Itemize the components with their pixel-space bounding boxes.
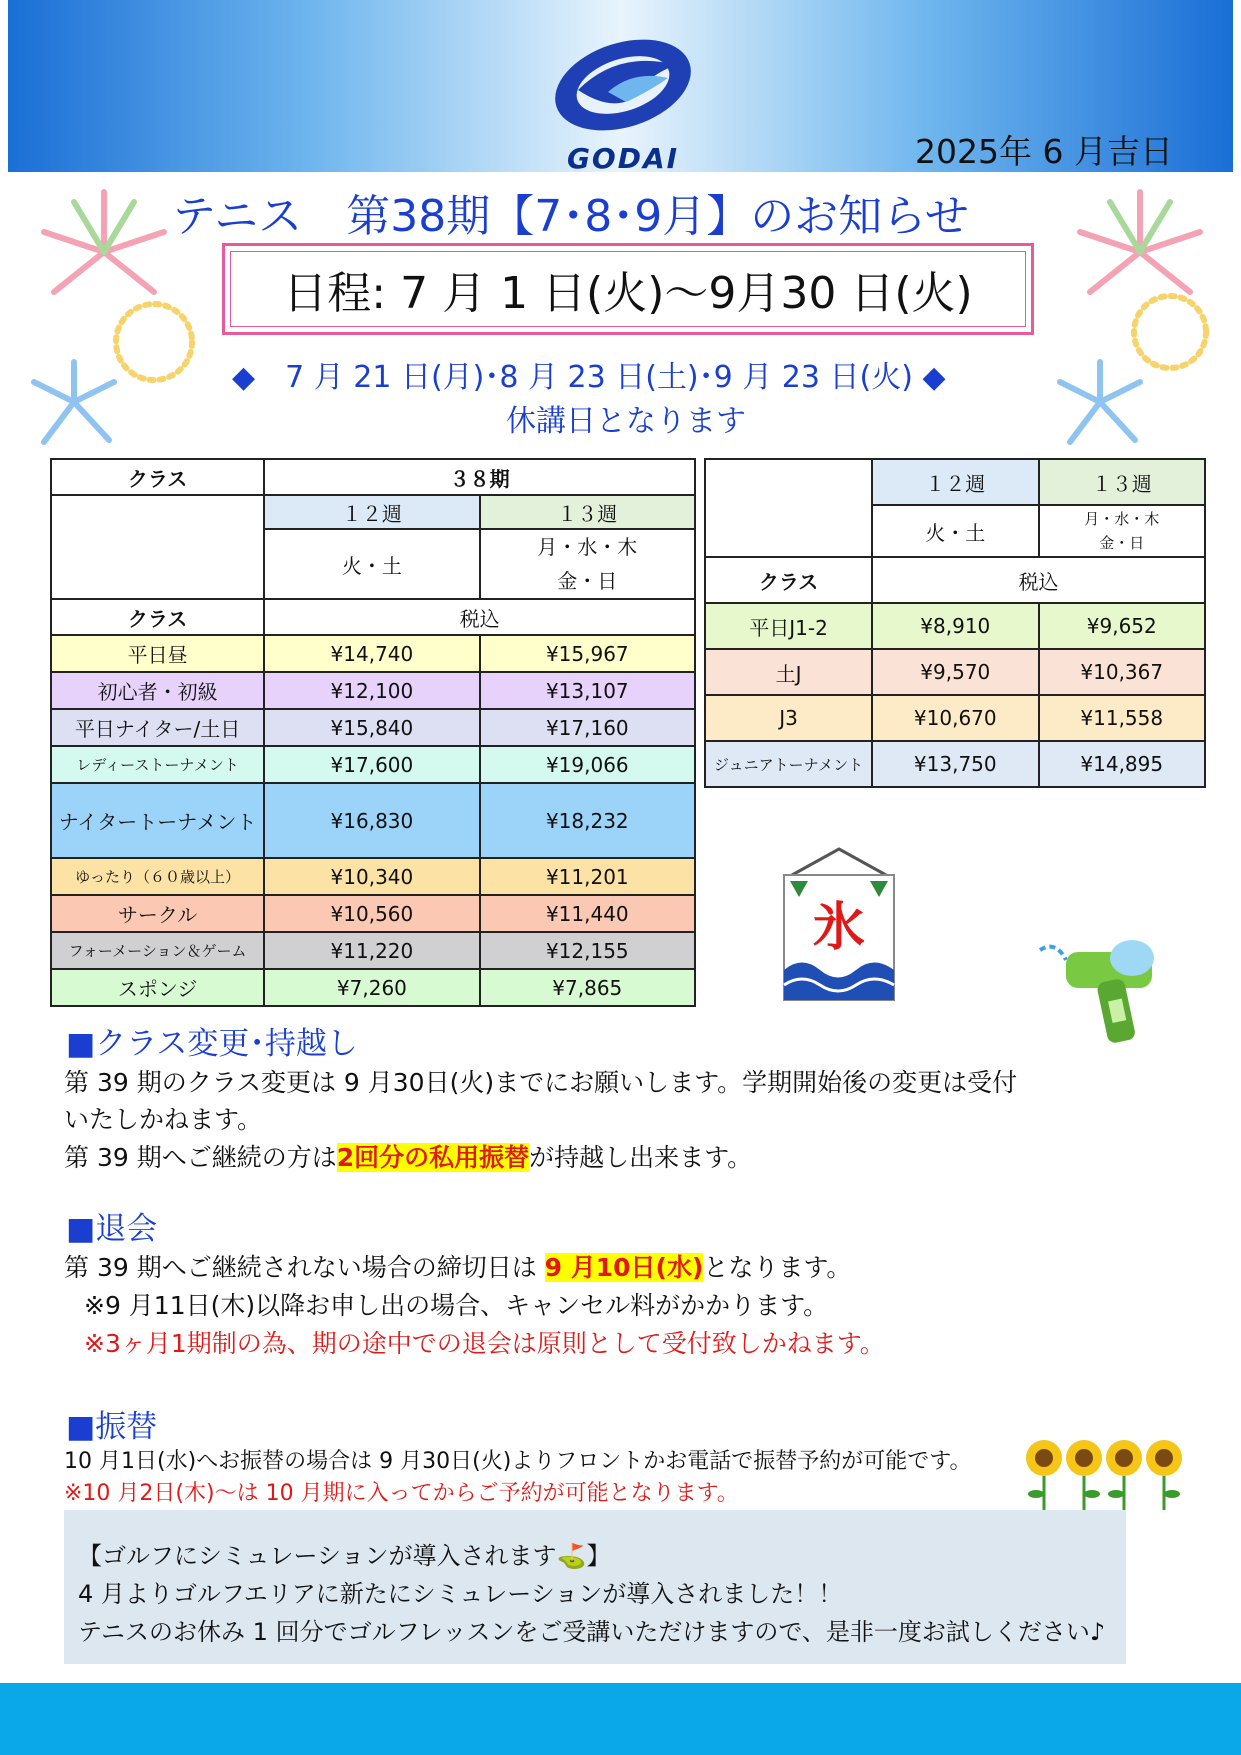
days13-line1: 月・水・木 (537, 535, 638, 559)
withdrawal-line2: ※9 月11日(木)以降お申し出の場合、キャンセル料がかかります。 (84, 1291, 829, 1320)
schedule-box (222, 243, 1034, 335)
table-row (51, 969, 695, 1006)
price-13w: ¥7,865 (480, 969, 695, 1006)
price-12w: ¥10,560 (264, 895, 479, 932)
week12-header: １２週 (264, 495, 479, 529)
class-name: 初心者・初級 (51, 672, 264, 709)
withdrawal-line1 (64, 1248, 851, 1284)
class-header: クラス (51, 459, 264, 495)
days13-line1: 月・水・木 (1084, 510, 1160, 528)
withdrawal-title: ■退会 (66, 1211, 158, 1247)
price-12w: ¥9,570 (872, 649, 1038, 695)
price-13w: ¥15,967 (480, 635, 695, 672)
price-13w: ¥11,558 (1039, 695, 1205, 741)
class-name: 平日J1-2 (705, 603, 872, 649)
price-13w: ¥17,160 (480, 709, 695, 746)
table-row (51, 746, 695, 783)
price-13w: ¥11,440 (480, 895, 695, 932)
days13-header (1039, 505, 1205, 557)
water-gun-icon (1036, 930, 1166, 1056)
price-12w: ¥8,910 (872, 603, 1038, 649)
svg-text:氷: 氷 (812, 898, 866, 958)
days13-header (480, 529, 695, 599)
class-name: サークル (51, 895, 264, 932)
page-title: テニス 第38期【7･8･9月】のお知らせ (172, 191, 969, 242)
table-row (51, 858, 695, 895)
brand-name: GODAI (566, 142, 680, 175)
week12-header: １２週 (872, 459, 1038, 505)
price-table-junior (704, 458, 1206, 788)
days13-line2: 金・日 (1099, 534, 1145, 552)
table-row (51, 895, 695, 932)
class-change-title: ■クラス変更･持越し (66, 1026, 358, 1062)
class-name: ジュニアトーナメント (705, 741, 872, 787)
week13-header: １３週 (1039, 459, 1205, 505)
price-13w: ¥10,367 (1039, 649, 1205, 695)
price-12w: ¥17,600 (264, 746, 479, 783)
price-13w: ¥9,652 (1039, 603, 1205, 649)
line3-pre: 第 39 期へご継続の方は (64, 1143, 337, 1172)
price-12w: ¥14,740 (264, 635, 479, 672)
term-header: ３８期 (264, 459, 695, 495)
golf-line1: 【ゴルフにシミュレーションが導入されます⛳】 (78, 1542, 611, 1570)
table-row (705, 649, 1205, 695)
table-row (705, 695, 1205, 741)
issue-date: 2025年 6 月吉日 (915, 132, 1173, 171)
golf-line3: テニスのお休み 1 回分でゴルフレッスンをご受講いただけますので、是非一度お試しください♪ (78, 1618, 1106, 1646)
withdrawal-post: となります。 (703, 1253, 852, 1282)
class-change-line1: 第 39 期のクラス変更は 9 月30日(火)までにお願いします。学期開始後の変更は受付 (64, 1068, 1018, 1097)
table-row (51, 783, 695, 858)
price-12w: ¥10,670 (872, 695, 1038, 741)
table-row (51, 932, 695, 969)
days13-line2: 金・日 (557, 569, 618, 593)
class-name: ナイタートーナメント (51, 783, 264, 858)
class-name: 土J (705, 649, 872, 695)
schedule-text: 日程: 7 月 1 日(火)〜9月30 日(火) (283, 268, 973, 319)
price-13w: ¥12,155 (480, 932, 695, 969)
class-name: レディーストーナメント (51, 746, 264, 783)
withdrawal-line3: ※3ヶ月1期制の為、期の途中での退会は原則として受付致しかねます。 (84, 1329, 885, 1358)
empty-cell (705, 459, 872, 557)
class-header-2: クラス (51, 599, 264, 635)
class-change-line3 (64, 1138, 752, 1174)
class-name: スポンジ (51, 969, 264, 1006)
class-name: ゆったり（６０歳以上） (51, 858, 264, 895)
table-row (51, 709, 695, 746)
price-13w: ¥19,066 (480, 746, 695, 783)
price-12w: ¥15,840 (264, 709, 479, 746)
transfer-line1: 10 月1日(水)へお振替の場合は 9 月30日(火)よりフロントかお電話で振替予約が可能です。 (64, 1449, 972, 1474)
holiday-note: 休講日となります (506, 404, 746, 439)
days12-header: 火・土 (872, 505, 1038, 557)
class-name: フォーメーション＆ゲーム (51, 932, 264, 969)
price-13w: ¥14,895 (1039, 741, 1205, 787)
transfer-line2: ※10 月2日(木)〜は 10 月期に入ってからご予約が可能となります。 (64, 1481, 739, 1506)
week13-header: １３週 (480, 495, 695, 529)
tax-header: 税込 (872, 557, 1205, 603)
class-name: J3 (705, 695, 872, 741)
logo-mark-icon (548, 30, 698, 140)
golf-notice-box (64, 1510, 1126, 1664)
price-12w: ¥13,750 (872, 741, 1038, 787)
empty-cell (51, 495, 264, 599)
price-12w: ¥10,340 (264, 858, 479, 895)
price-13w: ¥18,232 (480, 783, 695, 858)
sunflowers-icon (1024, 1438, 1186, 1512)
table-row (705, 603, 1205, 649)
class-name: 平日ナイター/土日 (51, 709, 264, 746)
deadline-highlight: 9 月10日(水) (544, 1253, 704, 1282)
class-change-line2: いたしかねます。 (64, 1105, 263, 1134)
line3-post: が持越し出来ます。 (529, 1143, 753, 1172)
price-12w: ¥11,220 (264, 932, 479, 969)
carryover-highlight: 2回分の私用振替 (336, 1143, 530, 1172)
days12-header: 火・土 (264, 529, 479, 599)
firework-right-icon (1030, 172, 1230, 462)
price-12w: ¥12,100 (264, 672, 479, 709)
table-row (51, 635, 695, 672)
table-row (51, 672, 695, 709)
godai-logo (548, 30, 698, 175)
price-12w: ¥16,830 (264, 783, 479, 858)
price-table-adult (50, 458, 696, 1007)
footer-band (0, 1683, 1241, 1755)
holiday-dates: ◆ 7 月 21 日(月)･8 月 23 日(土)･9 月 23 日(火) ◆ (232, 360, 946, 395)
price-13w: ¥13,107 (480, 672, 695, 709)
price-13w: ¥11,201 (480, 858, 695, 895)
transfer-title: ■振替 (66, 1409, 158, 1445)
withdrawal-pre: 第 39 期へご継続されない場合の締切日は (64, 1253, 545, 1282)
price-12w: ¥7,260 (264, 969, 479, 1006)
golf-line2: 4 月よりゴルフエリアに新たにシミュレーションが導入されました！！ (78, 1580, 843, 1608)
tax-header: 税込 (264, 599, 695, 635)
kakigori-flag-icon (772, 845, 906, 1005)
class-header: クラス (705, 557, 872, 603)
table-row (705, 741, 1205, 787)
class-name: 平日昼 (51, 635, 264, 672)
